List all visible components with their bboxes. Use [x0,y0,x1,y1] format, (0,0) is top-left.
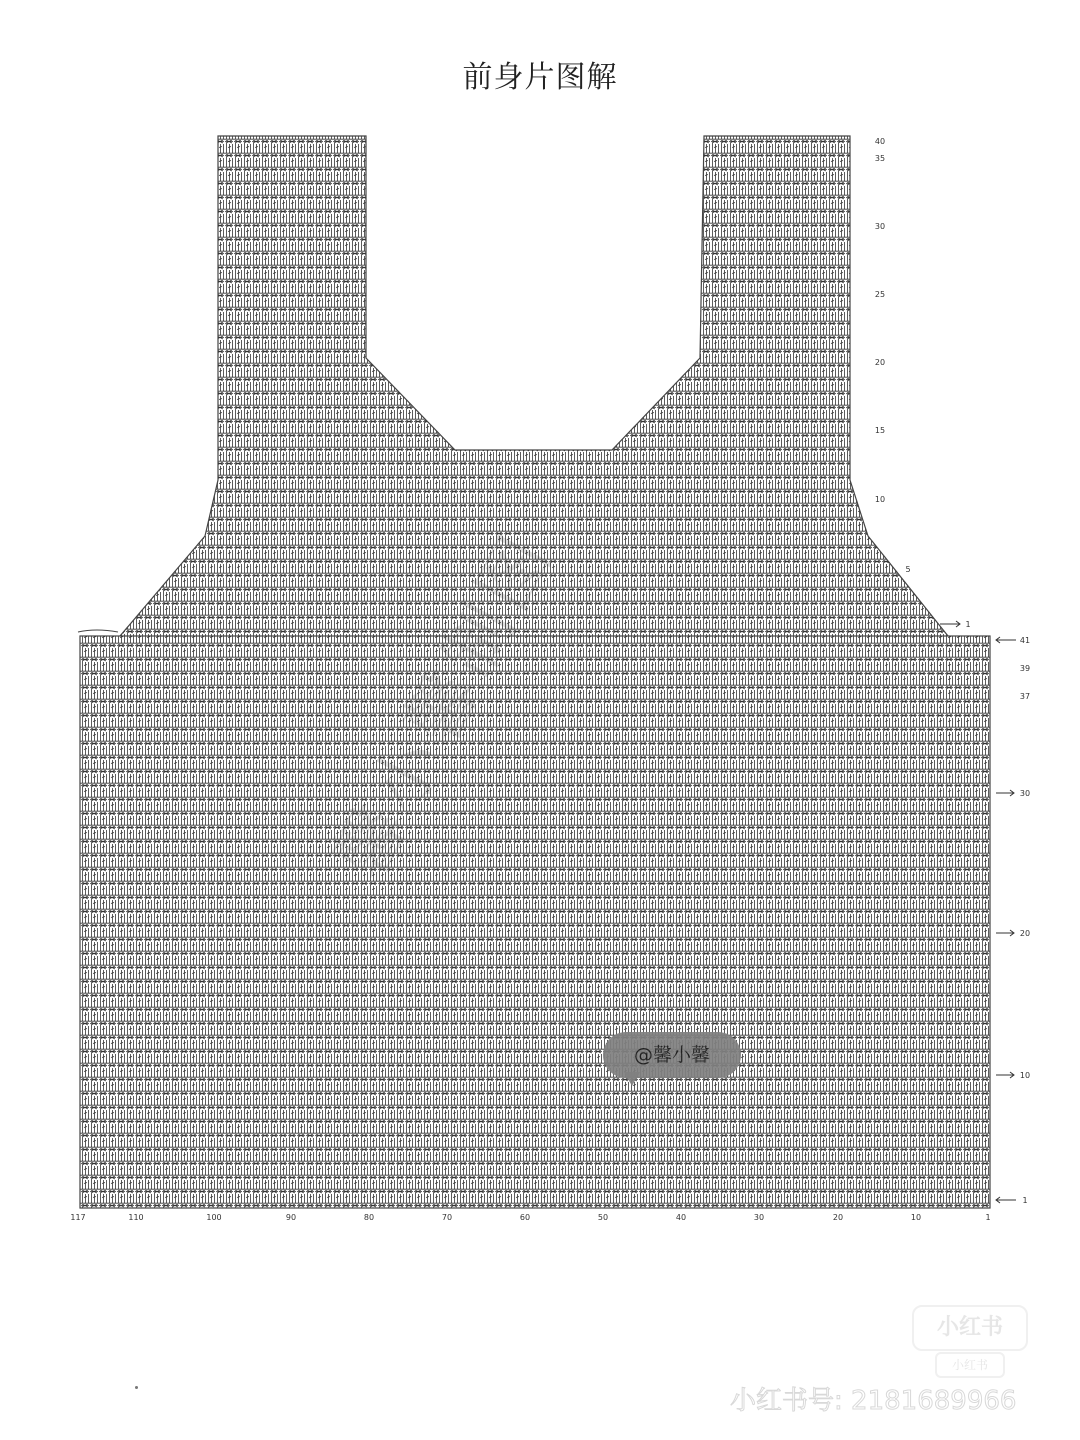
x-tick-label: 80 [363,1213,375,1222]
body-row-label: 1 [1022,1196,1028,1205]
body-row-label: 20 [1019,929,1031,938]
upper-row-label: 20 [874,358,886,367]
author-badge: @馨小馨 [603,1032,741,1078]
upper-row-label: 15 [874,426,886,435]
x-tick-label: 20 [832,1213,844,1222]
page-title: 前身片图解 [462,60,618,95]
xiaohongshu-logo: 小红书 [912,1305,1028,1351]
upper-row-label: 10 [874,495,886,504]
badge-tail [624,1072,640,1086]
body-grid [80,636,990,1208]
body-row-label: 30 [1019,789,1031,798]
row-arrow [940,621,960,627]
upper-row-label: 40 [874,137,886,146]
stray-dot [135,1386,138,1389]
upper-row-label: 30 [874,222,886,231]
upper-row-label: 25 [874,290,886,299]
body-row-label: 37 [1019,692,1031,701]
x-tick-label: 1 [985,1213,991,1222]
x-tick-label: 70 [441,1213,453,1222]
row-arrow [996,790,1014,796]
account-id-text: 小红书号: 2181689966 [730,1386,1017,1416]
x-tick-label: 40 [675,1213,687,1222]
body-row-label: 39 [1019,664,1031,673]
x-tick-label: 110 [128,1213,144,1222]
x-tick-label: 117 [70,1213,86,1222]
x-tick-label: 60 [519,1213,531,1222]
row-arrow [996,930,1014,936]
upper-grid [120,136,948,636]
xiaohongshu-logo-sub: 小红书 [935,1352,1005,1378]
upper-row-label: 35 [874,154,886,163]
body-row-label: 10 [1019,1071,1031,1080]
upper-row-label: 5 [905,565,911,574]
body-row-label: 41 [1019,636,1031,645]
row-arrow [996,1072,1014,1078]
x-tick-label: 50 [597,1213,609,1222]
upper-row-label: 1 [965,620,971,629]
x-tick-label: 10 [910,1213,922,1222]
row-arrow [996,637,1016,643]
x-tick-label: 30 [753,1213,765,1222]
x-tick-label: 100 [206,1213,222,1222]
row-arrow [996,1197,1016,1203]
x-tick-label: 90 [285,1213,297,1222]
